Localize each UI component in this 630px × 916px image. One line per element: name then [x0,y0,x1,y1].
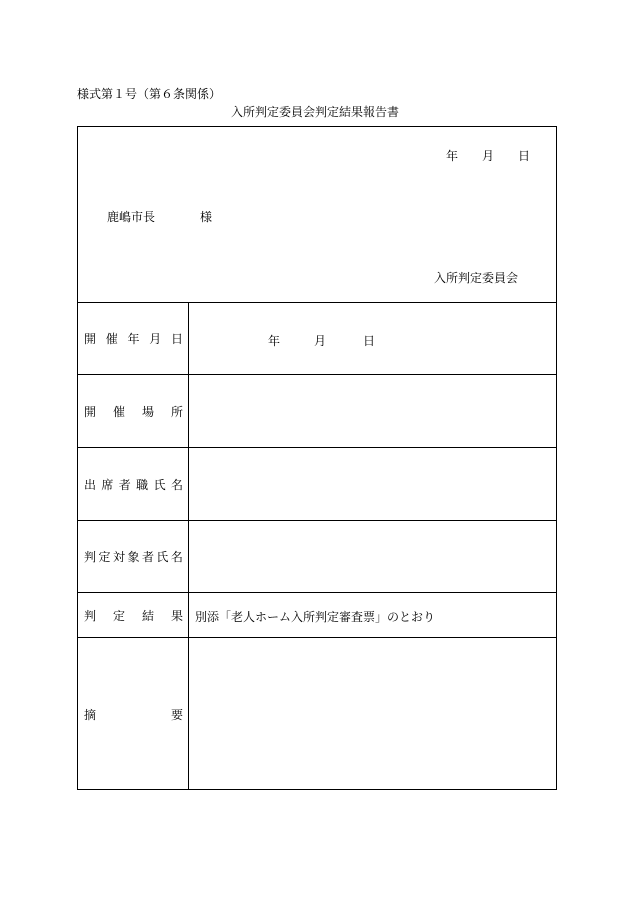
meeting-date-day: 日 [363,334,376,348]
document-title: 入所判定委員会判定結果報告書 [230,105,399,119]
row-label-char: 判 [84,550,97,564]
row-label-char: 氏 [156,550,169,564]
meeting-date-month: 月 [314,334,327,348]
row-label-char: 定 [98,550,111,564]
row-label-char: 催 [105,332,118,346]
row-label-char: 催 [112,404,125,419]
row-label-char: 対 [112,550,125,564]
row-label-char: 職 [136,477,149,492]
row-meeting-place [78,375,556,447]
row-label-char: 月 [149,332,162,346]
addressee: 鹿嶋市長 [107,210,156,224]
row-label-char: 判 [84,608,97,623]
header-date-month: 月 [482,149,495,163]
row-label-char: 出 [84,477,97,492]
row-label-char: 席 [101,477,114,492]
sender: 入所判定委員会 [434,271,519,285]
result-value: 別添「老人ホーム入所判定審査票」のとおり [195,610,436,624]
honorific: 様 [200,210,213,224]
row-label-char: 者 [141,550,154,564]
row-label-attendees [84,448,183,520]
row-label-char: 日 [170,332,183,346]
row-attendees [78,448,556,520]
row-label-char: 名 [170,550,183,564]
header-date-year: 年 [446,149,459,163]
row-label-char: 果 [170,608,183,623]
row-label-remarks [84,638,183,790]
row-label-char: 結 [141,608,154,623]
row-label-char: 場 [141,404,154,419]
row-label-meeting-place [84,375,183,447]
row-label-char: 氏 [153,477,166,492]
row-label-char: 者 [118,477,131,492]
meeting-date-year: 年 [268,334,281,348]
row-label-subject-name [84,521,183,592]
row-remarks [78,638,556,790]
row-label-result [84,593,183,637]
report-table [77,126,557,790]
row-label-char: 定 [112,608,125,623]
row-label-char: 名 [170,477,183,492]
row-label-char: 開 [84,404,97,419]
row-label-char: 所 [170,404,183,419]
row-subject-name [78,521,556,592]
row-meeting-date [78,303,556,374]
row-label-char: 摘 [84,707,97,722]
header-date-day: 日 [518,149,531,163]
row-label-char: 年 [127,332,140,346]
row-label-char: 開 [84,332,97,346]
row-result [78,593,556,637]
form-number: 様式第１号（第６条関係） [77,87,222,101]
row-label-char: 要 [170,707,183,722]
header-block [78,127,556,303]
row-label-char: 象 [127,550,140,564]
row-label-meeting-date [84,303,183,374]
